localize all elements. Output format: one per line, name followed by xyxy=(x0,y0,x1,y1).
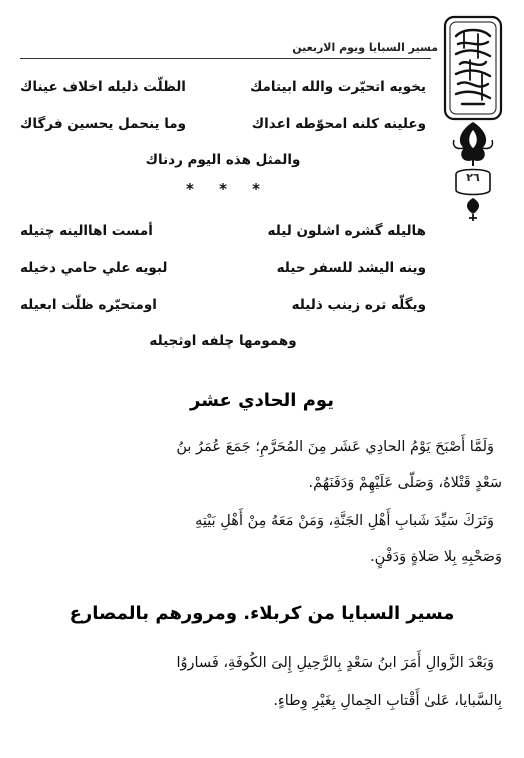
stanza-separator: * * * xyxy=(186,180,260,198)
poem-hemistich-first: وعلينه كلنه امحوّطه اعداك xyxy=(251,116,426,132)
section-heading-day-eleven: يوم الحادي عشر xyxy=(190,390,334,411)
poem-hemistich-second: أمست اهاالينه چتيله xyxy=(20,223,153,239)
page-number: ٢٦ xyxy=(466,171,480,184)
poem-hemistich-second: اومتحيّره ظلّت ابعيله xyxy=(20,297,157,313)
running-header: مسير السبايا ويوم الاربعين xyxy=(292,41,438,54)
poem-verse-center xyxy=(20,328,426,354)
poem-hemistich-second: الظلّت ذليله اخلاف عيناك xyxy=(20,79,186,95)
prose-line: وَبَعْدَ الزَّوالِ أَمَرَ ابنُ سَعْدٍ بِالرَّحِيلِ إِلىَ الكُوفَةِ، فَساروُا xyxy=(176,655,494,671)
prose-line: وَتَرَكَ سَيِّدَ شَبابِ أَهْلِ الجَنَّةِ، وَمَنْ مَعَهُ مِنْ أَهْلِ بَيْتِهِ xyxy=(195,513,494,529)
section-heading-captives-march: مسير السبايا من كربلاء. ومرورهم بالمصارع xyxy=(69,603,455,624)
poem-hemistich-first: يخويه اتحيّرت والله ابيتامك xyxy=(249,79,426,95)
poem-verse xyxy=(20,74,426,100)
poem-hemistich-first: وينه اليشد للسفر حيله xyxy=(276,260,426,276)
calligraphy-emblem-icon xyxy=(442,14,504,224)
prose-line: وَصَحْبِهِ بِلا صَلاةٍ وَدَفْنٍ. xyxy=(370,549,502,565)
poem-center-line: وهمومها چلفه اوثجيله xyxy=(149,333,297,349)
poem-hemistich-second: وما ينحمل يحسين فرگاك xyxy=(20,116,187,132)
poem-hemistich-first: هاليله گشره اشلون ليله xyxy=(267,223,426,239)
poem-verse xyxy=(20,292,426,318)
poem-hemistich-second: لبويه علي حامي دخيله xyxy=(20,260,168,276)
poem-verse xyxy=(20,218,426,244)
ornament-emblem xyxy=(442,14,504,224)
prose-line: سَعْدٍ قَتْلاهُ، وَصَلّى عَلَيْهِمْ وَدَفَنَهُمْ. xyxy=(308,475,502,491)
poem-verse xyxy=(20,111,426,137)
prose-line: وَلَمَّا أَصْبَحَ يَوْمُ الحادِي عَشَر مِنَ المُحَرَّمِ؛ جَمَعَ عُمَرُ بنُ xyxy=(176,439,494,455)
poem-verse-center xyxy=(20,147,426,173)
header-rule xyxy=(20,58,431,59)
poem-center-line: والمثل هذه اليوم ردناك xyxy=(145,152,301,168)
poem-verse xyxy=(20,255,426,281)
poem-hemistich-first: ويگلّه تره زينب ذليله xyxy=(291,297,426,313)
prose-line: بِالسَّبايا، عَلىٰ أَقْتابِ الجِمالِ بِغَيْرِ وِطاءٍ. xyxy=(273,693,502,709)
